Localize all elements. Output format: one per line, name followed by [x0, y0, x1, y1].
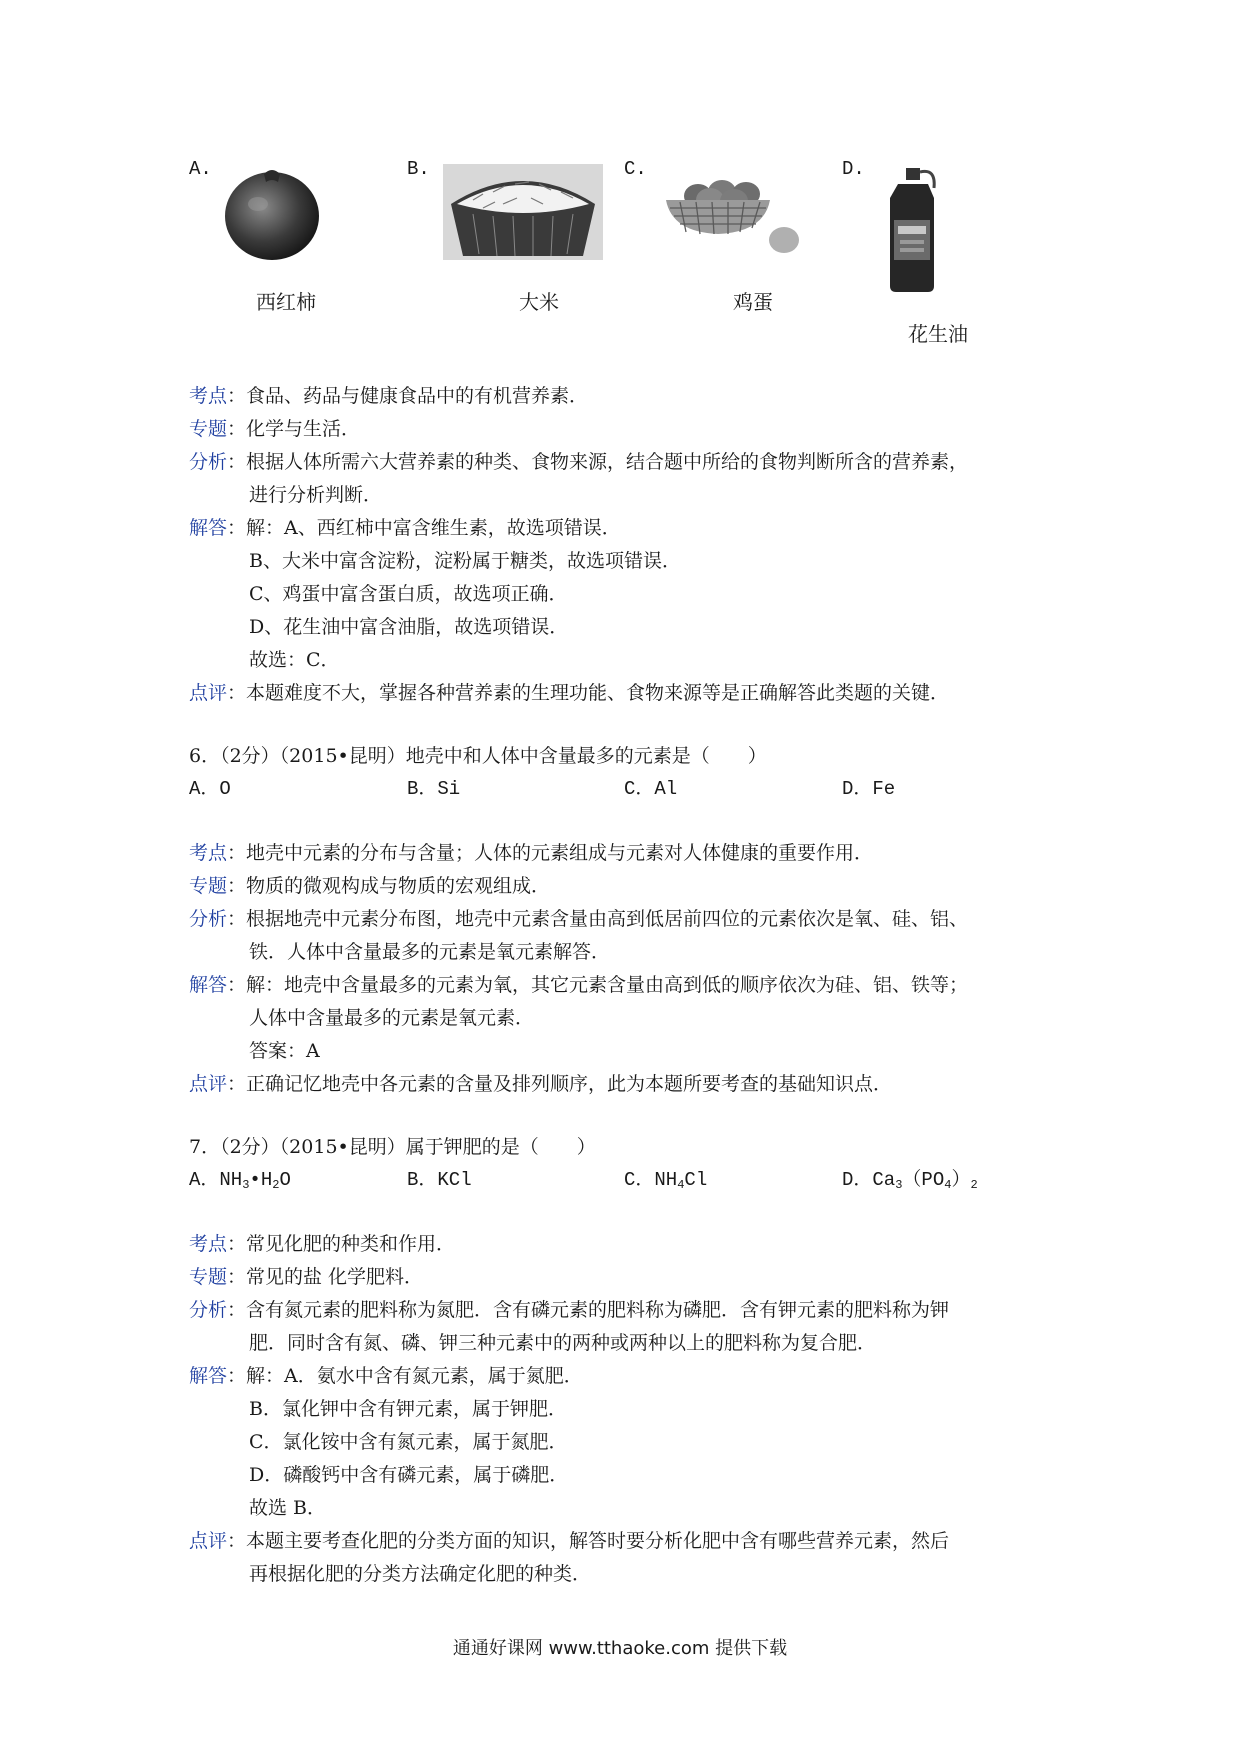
dianping-label: 点评 — [189, 682, 228, 704]
q7-option-a: A．$NH_3•H_2O$ — [189, 1169, 291, 1192]
q7-jieda-c: C．氯化铵中含有氮元素，属于氮肥． — [249, 1431, 568, 1453]
kaodian-text: ：常见化肥的种类和作用． — [227, 1233, 456, 1255]
dianping-text: ：本题主要考查化肥的分类方面的知识，解答时要分析化肥中含有哪些营养元素，然后 — [227, 1530, 950, 1552]
q7-option-c: C．$NH_4Cl$ — [624, 1169, 708, 1192]
q5-jieda-c: C、鸡蛋中富含蛋白质，故选项正确． — [249, 583, 568, 605]
zhuanti-label: 专题 — [189, 418, 228, 440]
option-a-letter: A. — [189, 158, 212, 180]
jieda-label: 解答 — [189, 1365, 228, 1387]
q6-option-a: A．O — [189, 778, 231, 800]
option-b-caption: 大米 — [519, 290, 559, 314]
kaodian-label: 考点 — [189, 842, 228, 864]
q6-jieda — [189, 971, 968, 999]
q6-option-c: C．Al — [624, 778, 678, 800]
dianping-text: ：正确记忆地壳中各元素的含量及排列顺序，此为本题所要考查的基础知识点． — [227, 1073, 893, 1095]
zhuanti-text: ：物质的微观构成与物质的宏观组成． — [227, 875, 551, 897]
q7-jieda-answer: 故选 B． — [249, 1497, 327, 1519]
q5-jieda — [189, 514, 621, 542]
jieda-label: 解答 — [189, 974, 228, 996]
q7-dianping-cont: 再根据化肥的分类方法确定化肥的种类． — [249, 1563, 592, 1585]
q6-option-b: B．Si — [407, 778, 461, 800]
fenxi-label: 分析 — [189, 1299, 228, 1321]
q7-jieda-d: D．磷酸钙中含有磷元素，属于磷肥． — [249, 1464, 569, 1486]
option-a-caption: 西红柿 — [256, 290, 316, 314]
q7-jieda-b: B．氯化钾中含有钾元素，属于钾肥． — [249, 1398, 567, 1420]
option-d-caption: 花生油 — [908, 322, 968, 346]
option-d-letter: D. — [842, 158, 865, 180]
jieda-text: ：解：A．氨水中含有氮元素，属于氮肥． — [227, 1365, 583, 1387]
fenxi-text: ：含有氮元素的肥料称为氮肥．含有磷元素的肥料称为磷肥．含有钾元素的肥料称为钾 — [227, 1299, 950, 1321]
q6-jieda-cont: 人体中含量最多的元素是氧元素． — [249, 1007, 535, 1029]
q7-zhuanti — [189, 1263, 423, 1291]
q5-jieda-answer: 故选：C． — [249, 649, 340, 671]
fenxi-label: 分析 — [189, 908, 228, 930]
kaodian-label: 考点 — [189, 1233, 228, 1255]
q6-kaodian — [189, 839, 873, 867]
zhuanti-label: 专题 — [189, 875, 228, 897]
fenxi-label: 分析 — [189, 451, 228, 473]
kaodian-label: 考点 — [189, 385, 228, 407]
q6-fenxi — [189, 905, 968, 933]
q5-jieda-d: D、花生油中富含油脂，故选项错误． — [249, 616, 569, 638]
zhuanti-label: 专题 — [189, 1266, 228, 1288]
kaodian-text: ：地壳中元素的分布与含量；人体的元素组成与元素对人体健康的重要作用． — [227, 842, 874, 864]
q7-dianping — [189, 1527, 949, 1555]
q7-kaodian — [189, 1230, 455, 1258]
q5-fenxi — [189, 448, 968, 476]
jieda-text: ：解：地壳中含量最多的元素为氧，其它元素含量由高到低的顺序依次为硅、铝、铁等； — [227, 974, 969, 996]
option-c-caption: 鸡蛋 — [733, 290, 773, 314]
q7-option-b: B．KCl — [407, 1169, 472, 1191]
dianping-label: 点评 — [189, 1530, 228, 1552]
dianping-label: 点评 — [189, 1073, 228, 1095]
jieda-text: ：解：A、西红柿中富含维生素，故选项错误． — [227, 517, 621, 539]
oil-bottle-image — [882, 164, 942, 294]
page-footer: 通通好课网 www.tthaoke.com 提供下载 — [452, 1638, 788, 1659]
rice-image — [443, 164, 603, 260]
q5-fenxi-cont: 进行分析判断． — [249, 484, 383, 506]
tomato-image — [222, 160, 322, 262]
q5-dianping — [189, 679, 949, 707]
fenxi-text: ：根据地壳中元素分布图，地壳中元素含量由高到低居前四位的元素依次是氧、硅、铝、 — [227, 908, 969, 930]
q6-fenxi-cont: 铁．人体中含量最多的元素是氧元素解答． — [249, 941, 611, 963]
q6-zhuanti — [189, 872, 550, 900]
zhuanti-text: ：化学与生活． — [227, 418, 361, 440]
q5-kaodian — [189, 382, 588, 410]
option-b-letter: B. — [407, 158, 430, 180]
q6-jieda-answer: 答案：A — [249, 1040, 320, 1062]
q6-dianping — [189, 1070, 892, 1098]
q7-jieda — [189, 1362, 583, 1390]
q7-stem: 7．（2分）（2015•昆明）属于钾肥的是（ ） — [189, 1136, 596, 1158]
q7-fenxi-cont: 肥．同时含有氮、磷、钾三种元素中的两种或两种以上的肥料称为复合肥． — [249, 1332, 877, 1354]
q6-option-d: D．Fe — [842, 778, 896, 800]
dianping-text: ：本题难度不大，掌握各种营养素的生理功能、食物来源等是正确解答此类题的关键． — [227, 682, 950, 704]
kaodian-text: ：食品、药品与健康食品中的有机营养素． — [227, 385, 589, 407]
q5-jieda-b: B、大米中富含淀粉，淀粉属于糖类，故选项错误． — [249, 550, 681, 572]
eggs-basket-image — [660, 170, 820, 262]
zhuanti-text: ：常见的盐 化学肥料． — [227, 1266, 424, 1288]
q7-fenxi — [189, 1296, 949, 1324]
q6-stem: 6．（2分）（2015•昆明）地壳中和人体中含量最多的元素是（ ） — [189, 745, 767, 767]
option-c-letter: C. — [624, 158, 647, 180]
q5-zhuanti — [189, 415, 360, 443]
jieda-label: 解答 — [189, 517, 228, 539]
q7-option-d: D．$Ca_3(PO_4)_2$ — [842, 1169, 978, 1192]
fenxi-text: ：根据人体所需六大营养素的种类、食物来源，结合题中所给的食物判断所含的营养素， — [227, 451, 969, 473]
